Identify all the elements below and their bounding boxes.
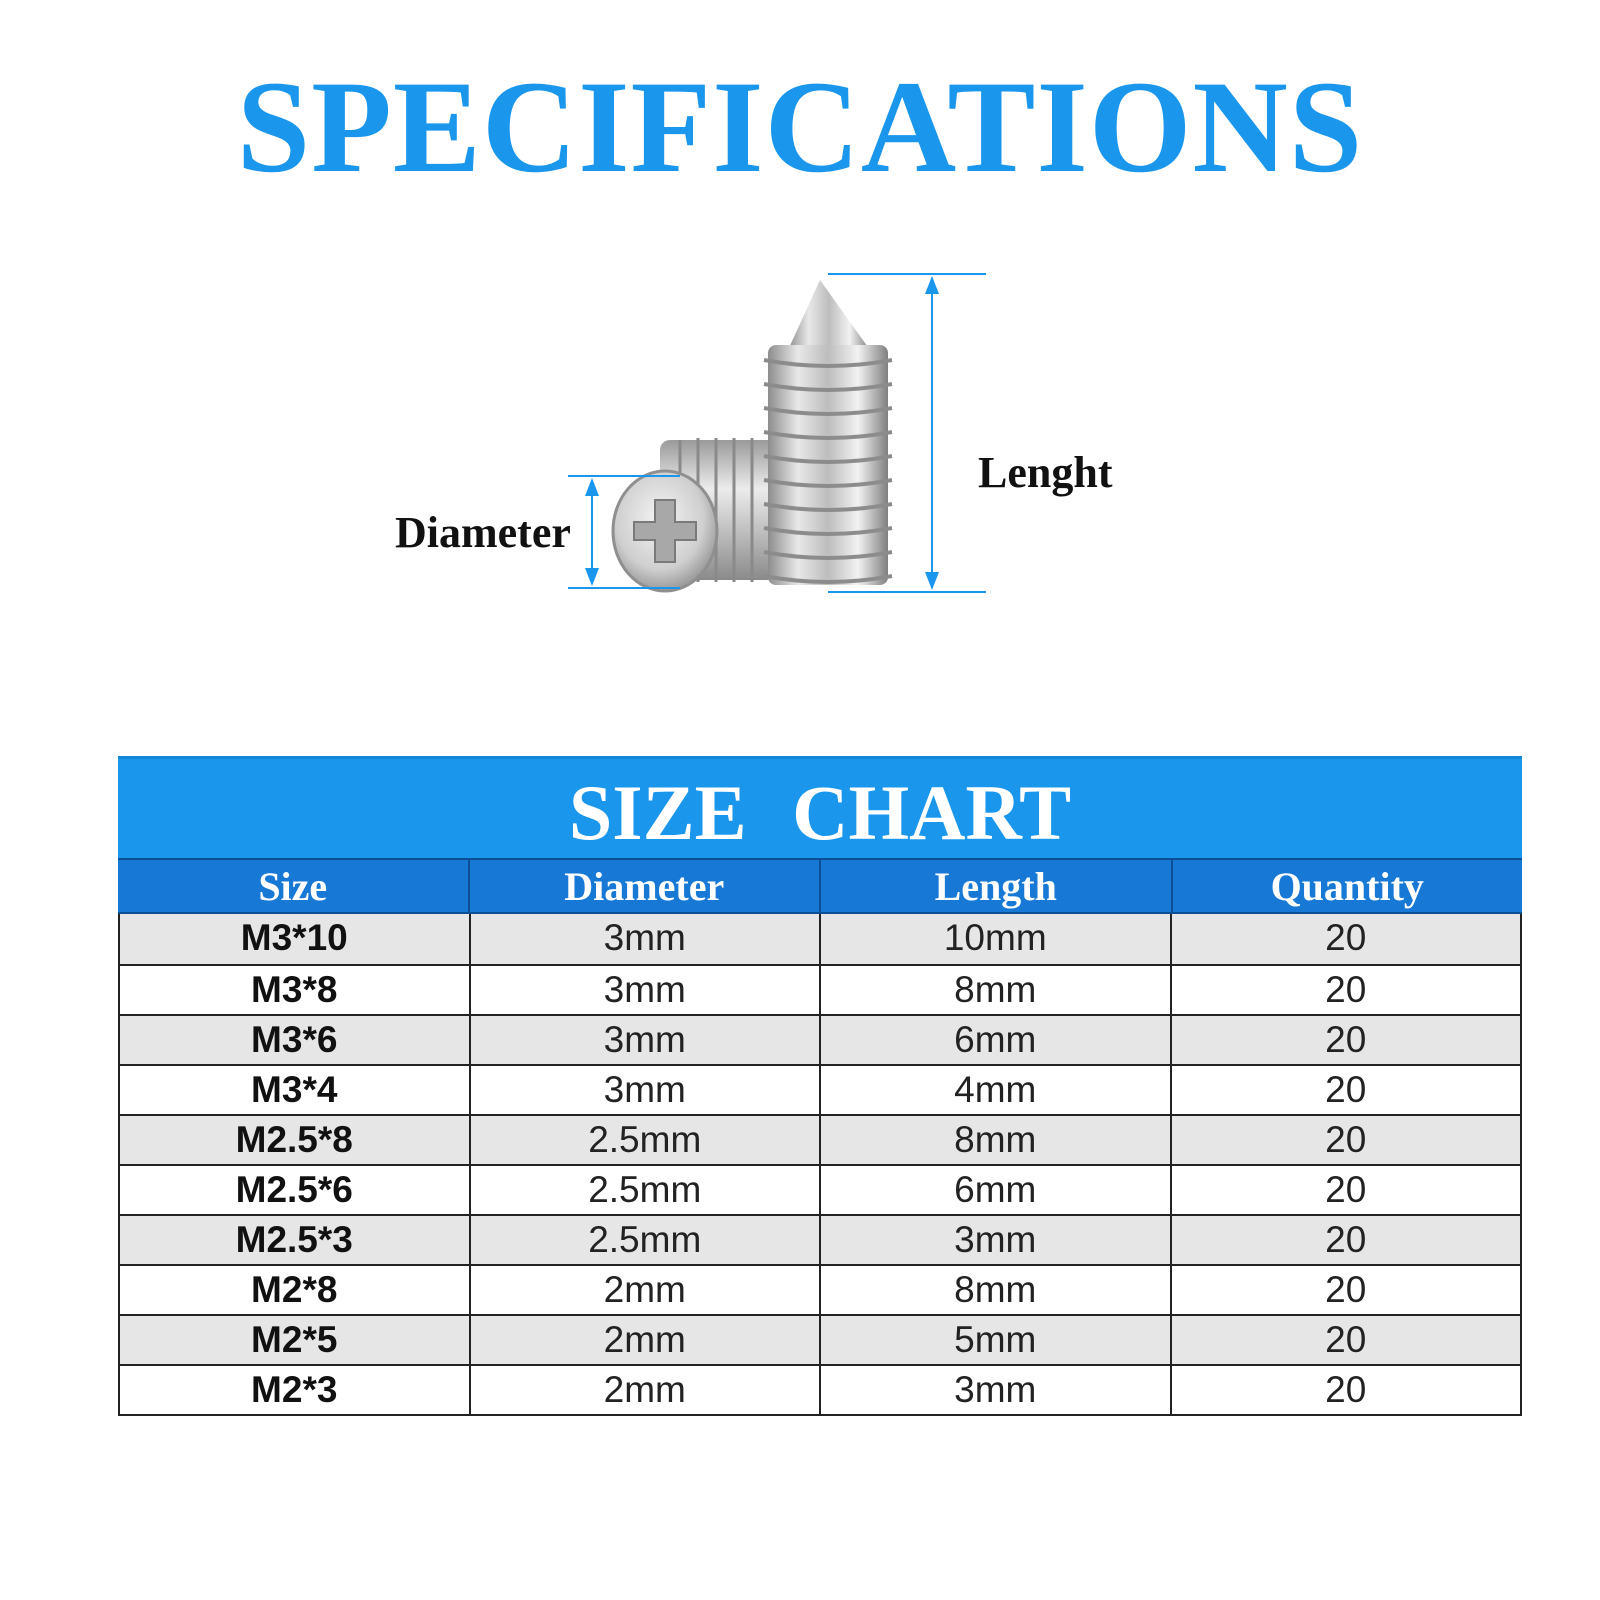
cell-size: M2.5*3 (118, 1216, 469, 1264)
length-label: Lenght (978, 448, 1113, 497)
cell-diameter: 2mm (469, 1266, 820, 1314)
table-row (118, 1164, 1522, 1214)
cell-quantity: 20 (1170, 966, 1523, 1014)
table-row (118, 1014, 1522, 1064)
cell-quantity: 20 (1170, 1066, 1523, 1114)
table-header (118, 858, 1522, 914)
cell-size: M2*3 (118, 1366, 469, 1414)
cell-length: 5mm (819, 1316, 1170, 1364)
table-row (118, 1114, 1522, 1164)
header-diameter: Diameter (468, 860, 820, 912)
table-body (118, 914, 1522, 1414)
size-chart-table (118, 756, 1522, 1416)
cell-length: 3mm (819, 1216, 1170, 1264)
cell-quantity: 20 (1170, 1216, 1523, 1264)
cell-length: 8mm (819, 966, 1170, 1014)
header-length: Length (819, 860, 1171, 912)
cell-diameter: 3mm (469, 1016, 820, 1064)
cell-length: 10mm (819, 914, 1170, 964)
table-row (118, 1064, 1522, 1114)
cell-diameter: 2.5mm (469, 1166, 820, 1214)
table-row (118, 1214, 1522, 1264)
cell-quantity: 20 (1170, 1366, 1523, 1414)
cell-length: 8mm (819, 1116, 1170, 1164)
cell-size: M2*5 (118, 1316, 469, 1364)
header-quantity: Quantity (1171, 860, 1523, 912)
cell-length: 6mm (819, 1166, 1170, 1214)
header-size: Size (258, 864, 328, 909)
cell-diameter: 2mm (469, 1366, 820, 1414)
cell-quantity: 20 (1170, 1016, 1523, 1064)
tall-screw-icon (764, 280, 892, 585)
cell-length: 8mm (819, 1266, 1170, 1314)
cell-size: M2.5*8 (118, 1116, 469, 1164)
screw-diagram (0, 0, 1600, 700)
table-row (118, 1314, 1522, 1364)
table-row (118, 914, 1522, 964)
diameter-label: Diameter (395, 508, 571, 557)
cell-quantity: 20 (1170, 914, 1523, 964)
cell-size: M3*10 (118, 914, 469, 964)
cell-length: 3mm (819, 1366, 1170, 1414)
cell-size: M2.5*6 (118, 1166, 469, 1214)
cell-size: M2*8 (118, 1266, 469, 1314)
cell-size: M3*6 (118, 1016, 469, 1064)
cell-quantity: 20 (1170, 1166, 1523, 1214)
cell-length: 4mm (819, 1066, 1170, 1114)
size-chart-title: SIZE CHART (118, 756, 1522, 858)
cell-quantity: 20 (1170, 1316, 1523, 1364)
page-title: SPECIFICATIONS (236, 53, 1364, 200)
cell-diameter: 3mm (469, 966, 820, 1014)
cell-quantity: 20 (1170, 1116, 1523, 1164)
cell-quantity: 20 (1170, 1266, 1523, 1314)
cell-diameter: 2.5mm (469, 1116, 820, 1164)
cell-diameter: 3mm (469, 914, 820, 964)
cell-size: M3*4 (118, 1066, 469, 1114)
cell-diameter: 2mm (469, 1316, 820, 1364)
cell-size: M3*8 (118, 966, 469, 1014)
table-row (118, 1364, 1522, 1414)
cell-diameter: 2.5mm (469, 1216, 820, 1264)
screw-illustration (0, 0, 1600, 700)
cell-length: 6mm (819, 1016, 1170, 1064)
cell-diameter: 3mm (469, 1066, 820, 1114)
small-screw-icon (613, 438, 790, 591)
table-row (118, 964, 1522, 1014)
table-row (118, 1264, 1522, 1314)
